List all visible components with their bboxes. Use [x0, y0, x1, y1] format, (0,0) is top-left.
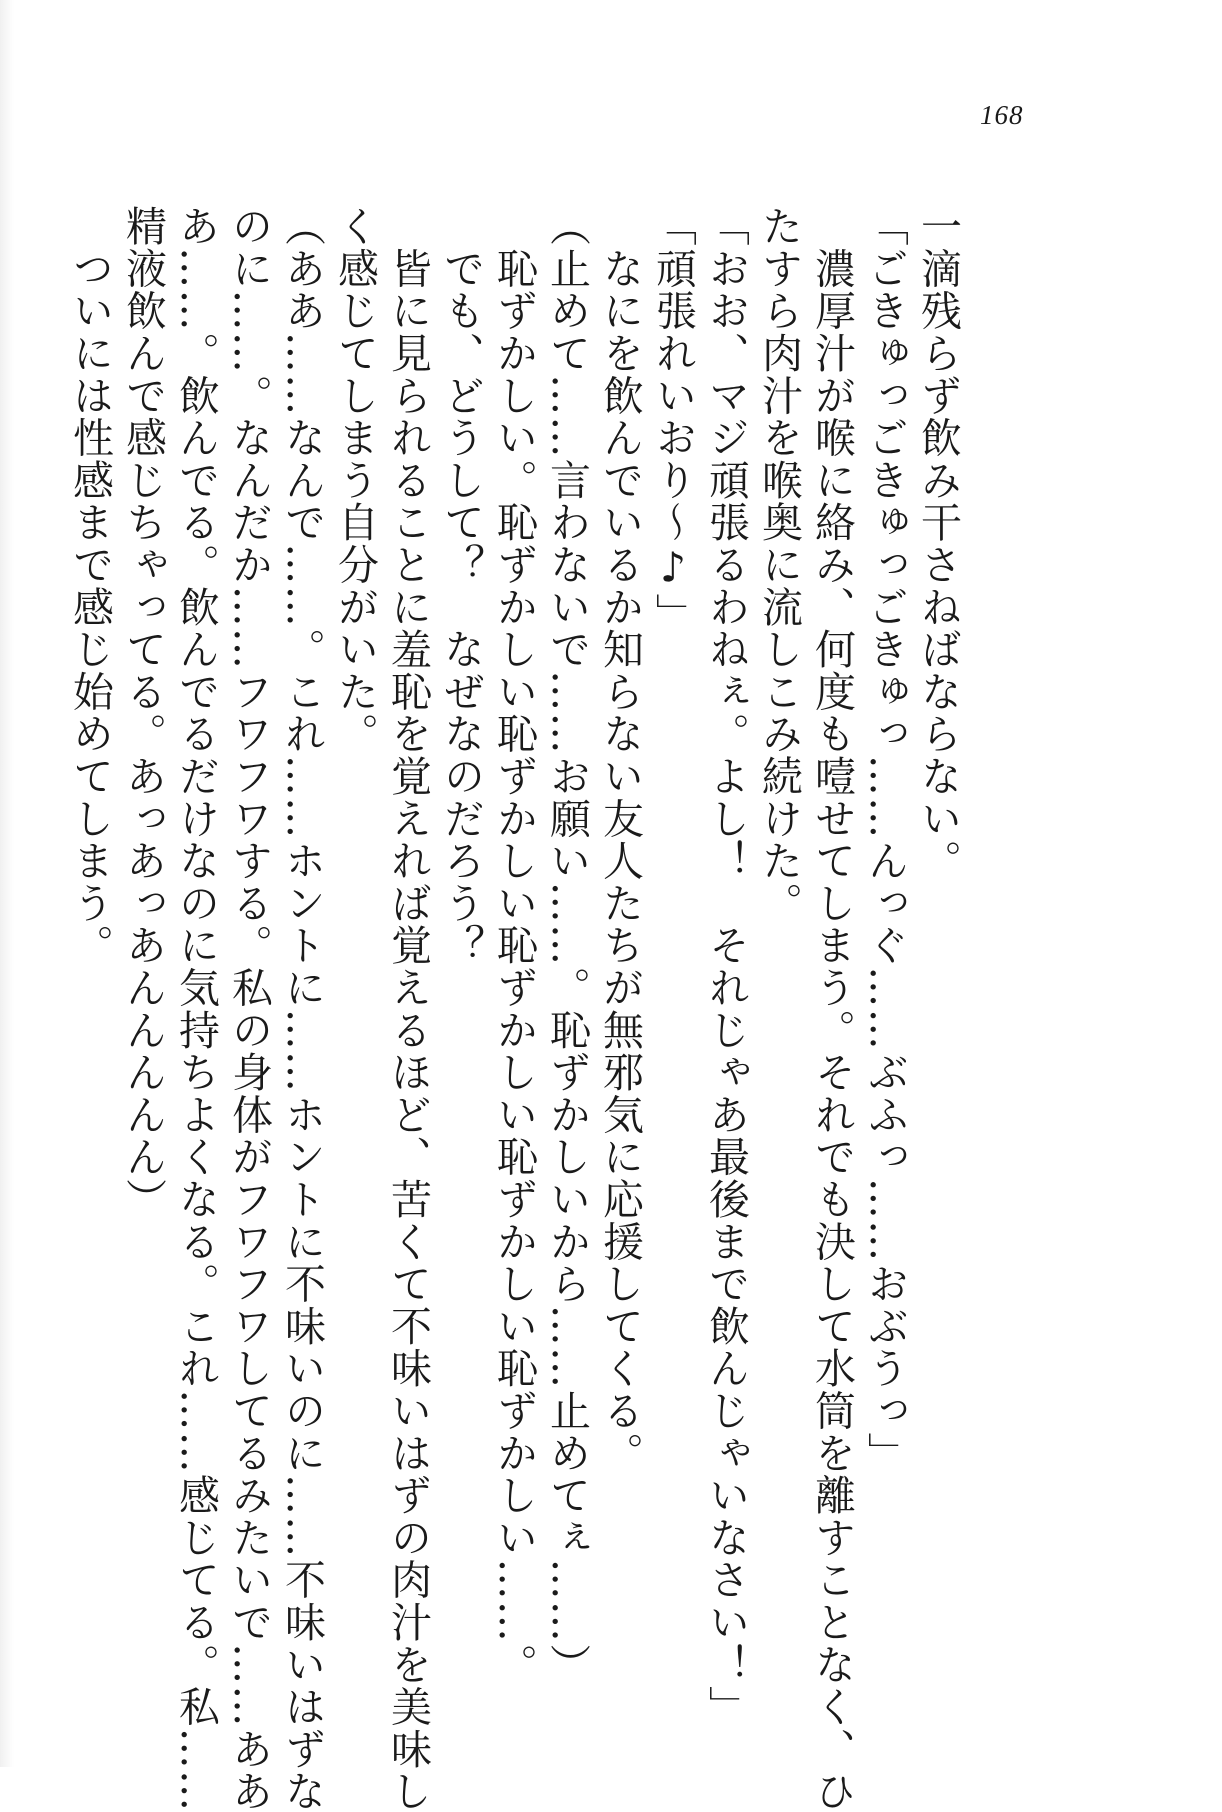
- text-line: （止めて……言わないで……お願い……。恥ずかしいから……止めてぇ……）: [543, 205, 591, 1686]
- text-line: 精液飲んで感じちゃってる。あっあっあんんんんん）: [119, 205, 167, 1221]
- text-line: 皆に見られることに羞恥を覚えれば覚えるほど、苦くて不味いはずの肉汁を美味し: [384, 205, 432, 1812]
- text-line: く感じてしまう自分がいた。: [331, 205, 379, 755]
- text-line: たすら肉汁を喉奥に流しこみ続けた。: [755, 205, 803, 925]
- text-line: なにを飲んでいるか知らない友人たちが無邪気に応援してくる。: [596, 205, 644, 1474]
- vertical-text-body: [63, 205, 964, 1812]
- text-line: 一滴残らず飲み干さねばならない。: [914, 205, 962, 882]
- text-line: ついには性感まで感じ始めてしまう。: [66, 205, 114, 967]
- text-line: 「おお、マジ頑張るわねぇ。よし！ それじゃあ最後まで飲んじゃいなさい！」: [702, 205, 750, 1728]
- page-number: 168: [980, 100, 1024, 130]
- scan-edge-shadow: [0, 0, 14, 1767]
- text-line: 「ごきゅっごきゅっごきゅっ……んっぐ……ぶふっ……おぶうっ」: [861, 205, 909, 1474]
- text-line: のに……。なんだか……フワフワする。私の身体がフワフワしてるみたいで……ああ: [225, 205, 273, 1812]
- text-line: （ああ……なんで……。これ……ホントに……ホントに不味いのに……不味いはずな: [278, 205, 326, 1812]
- text-line: 「頑張れいおり〜♪」: [649, 205, 697, 635]
- text-line: あ……。飲んでる。飲んでるだけなのに気持ちよくなる。これ……感じてる。私……: [172, 205, 220, 1812]
- text-line: 濃厚汁が喉に絡み、何度も噎せてしまう。それでも決して水筒を離すことなく、ひ: [808, 205, 856, 1812]
- text-line: 恥ずかしい。恥ずかしい恥ずかしい恥ずかしい恥ずかしい恥ずかしい……。: [490, 205, 538, 1686]
- text-line: でも、どうして？ なぜなのだろう？: [437, 205, 485, 967]
